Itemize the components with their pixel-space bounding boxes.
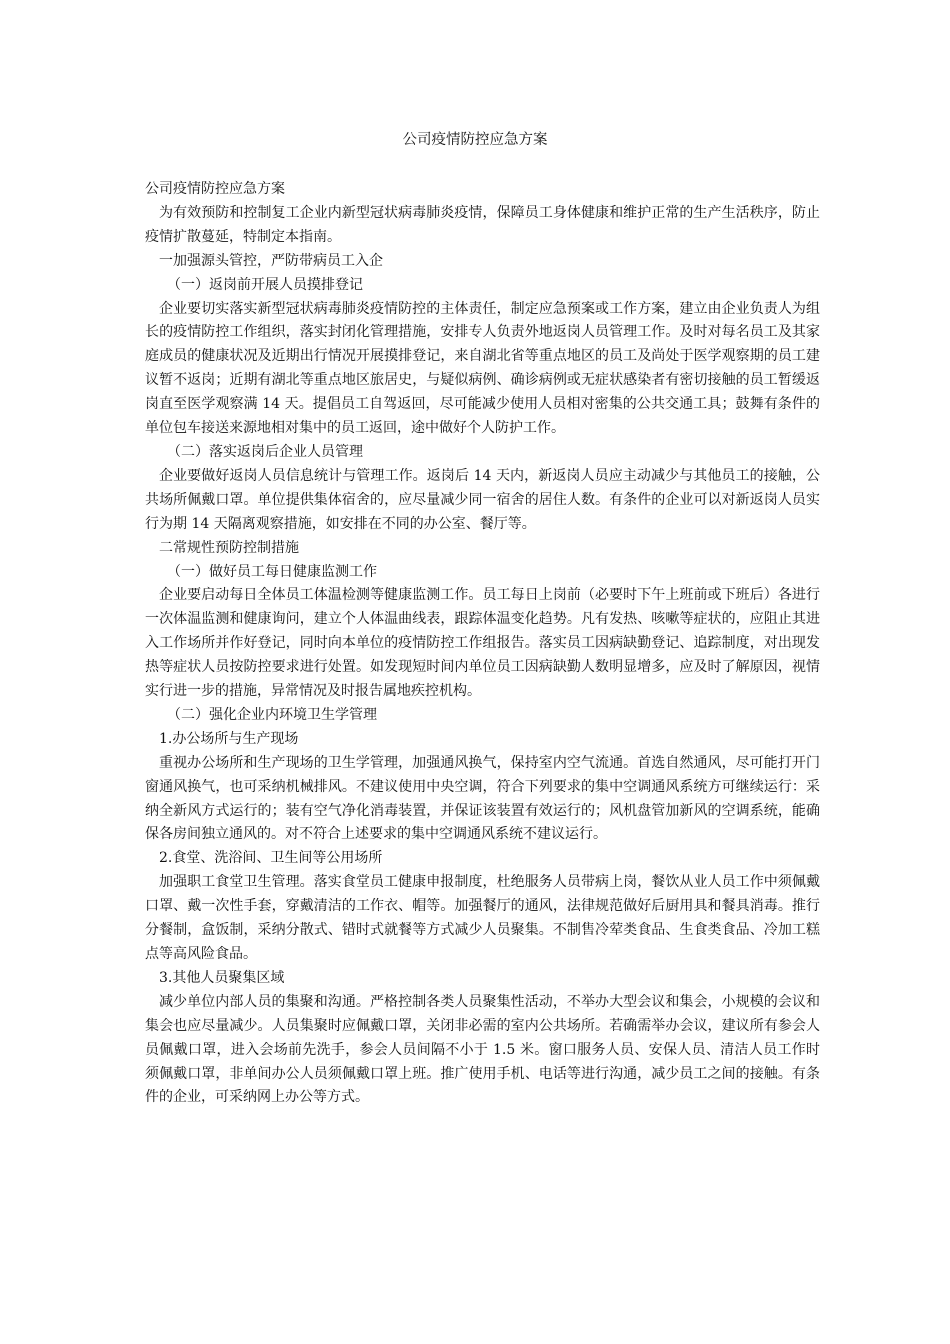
paragraph-2-1: 企业要启动每日全体员工体温检测等健康监测工作。员工每日上岗前（必要时下午上班前或下班后）各进行一次体温监测和健康询问，建立个人体温曲线表，跟踪体温变化趋势。凡有发热、咳嗽等症状的，应阻止其进入工作场所并作好登记，同时向本单位的疫情防控工作组报告。落实员工因病缺勤登记、追踪制度，对出现发热等症状人员按防控要求进行处置。如发现短时间内单位员工因病缺勤人数明显增多，应及时了解原因，视情实行进一步的措施，异常情况及时报告属地疾控机构。 <box>145 587 820 700</box>
paragraph-1-1: 企业要切实落实新型冠状病毒肺炎疫情防控的主体责任，制定应急预案或工作方案，建立由企业负责人为组长的疫情防控工作组织，落实封闭化管理措施，安排专人负责外地返岗人员管理工作。及时对每名员工及其家庭成员的健康状况及近期出行情况开展摸排登记，来自湖北省等重点地区的员工及尚处于医学观察期的员工建议暂不返岗；近期有湖北等重点地区旅居史，与疑似病例、确诊病例或无症状感染者有密切接触的员工暂缓返岗直至医学观察满 14 天。提倡员工自驾返回，尽可能减少使用人员相对密集的公共交通工具；鼓舞有条件的单位包车接送来源地相对集中的员工返回，途中做好个人防护工作。 <box>145 300 820 437</box>
paragraph-intro: 为有效预防和控制复工企业内新型冠状病毒肺炎疫情，保障员工身体健康和维护正常的生产生活秩序，防止疫情扩散蔓延，特制定本指南。 <box>145 204 820 245</box>
section-heading-1: 一加强源头管控，严防带病员工入企 <box>159 252 383 269</box>
subsection-heading-1-1: （一）返岗前开展人员摸排登记 <box>167 276 363 293</box>
item-heading-3: 3.其他人员聚集区域 <box>159 969 285 986</box>
document-subtitle: 公司疫情防控应急方案 <box>145 181 285 197</box>
paragraph-item-1: 重视办公场所和生产现场的卫生学管理，加强通风换气，保持室内空气流通。首选自然通风，尽可能打开门窗通风换气，也可采纳机械排风。不建议使用中央空调，符合下列要求的集中空调通风系统方可继续运行：采纳全新风方式运行的；装有空气净化消毒装置，并保证该装置有效运行的；风机盘管加新风的空调系统，能确保各房间独立通风的。对不符合上述要求的集中空调通风系统不建议运行。 <box>145 754 820 843</box>
page-title: 公司疫情防控应急方案 <box>402 132 548 148</box>
subsection-heading-1-2: （二）落实返岗后企业人员管理 <box>167 443 363 460</box>
section-heading-2: 二常规性预防控制措施 <box>159 539 299 556</box>
paragraph-item-3: 减少单位内部人员的集聚和沟通。严格控制各类人员聚集性活动，不举办大型会议和集会，小规模的会议和集会也应尽量减少。人员集聚时应佩戴口罩，关闭非必需的室内公共场所。若确需举办会议，建议所有参会人员佩戴口罩，进入会场前先洗手，参会人员间隔不小于 1.5 米。窗口服务人员、安保人员、清洁人员工作时须佩戴口罩，非单间办公人员须佩戴口罩上班。推广使用手机、电话等进行沟通，减少员工之间的接触。有条件的企业，可采纳网上办公等方式。 <box>145 993 820 1106</box>
paragraph-item-2: 加强职工食堂卫生管理。落实食堂员工健康申报制度，杜绝服务人员带病上岗，餐饮从业人员工作中须佩戴口罩、戴一次性手套，穿戴清洁的工作衣、帽等。加强餐厅的通风，法律规范做好后厨用具和餐具消毒。推行分餐制，盒饭制，采纳分散式、错时式就餐等方式减少人员聚集。不制售冷荤类食品、生食类食品、冷加工糕点等高风险食品。 <box>145 874 820 962</box>
paragraph-1-2: 企业要做好返岗人员信息统计与管理工作。返岗后 14 天内，新返岗人员应主动减少与其他员工的接触，公共场所佩戴口罩。单位提供集体宿舍的，应尽量减少同一宿舍的居住人数。有条件的企业可以对新返岗人员实行为期 14 天隔离观察措施，如安排在不同的办公室、餐厅等。 <box>145 467 820 532</box>
document-body <box>145 178 820 1110</box>
item-heading-2: 2.食堂、洗浴间、卫生间等公用场所 <box>159 850 383 867</box>
subsection-heading-2-2: （二）强化企业内环境卫生学管理 <box>167 706 377 723</box>
subsection-heading-2-1: （一）做好员工每日健康监测工作 <box>167 563 377 580</box>
item-heading-1: 1.办公场所与生产现场 <box>159 730 299 747</box>
